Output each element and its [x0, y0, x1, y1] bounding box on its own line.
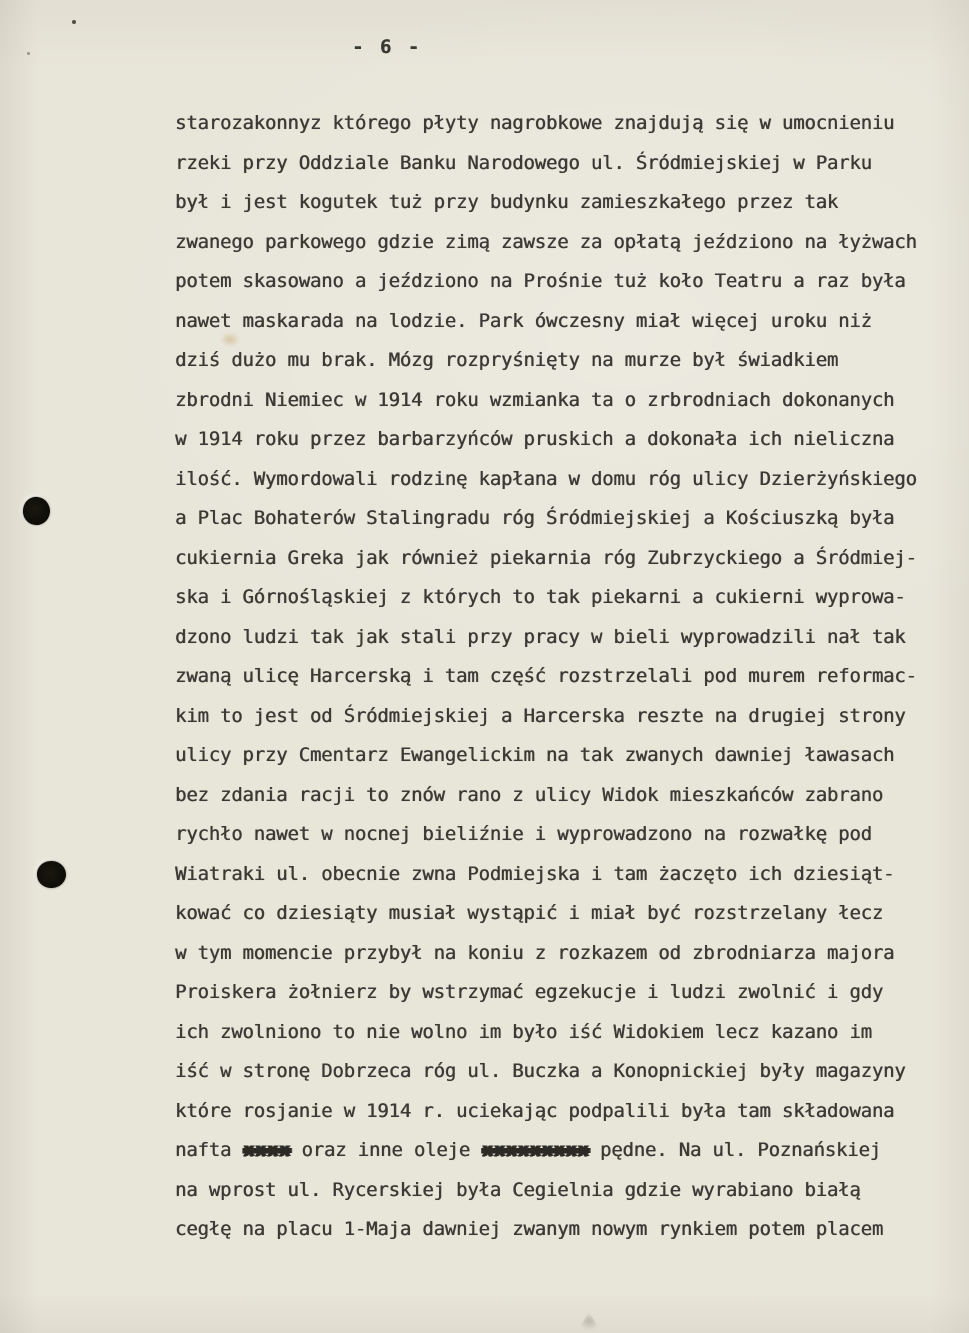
text-line: nawet maskarada na lodzie. Park ówczesny miał więcej uroku niż	[175, 309, 872, 332]
text-line: a Plac Bohaterów Stalingradu róg Śródmiejskiej a Kościuszką była	[175, 507, 895, 529]
text-line: w tym momencie przybył na koniu z rozkazem od zbrodniarza majora	[175, 941, 895, 964]
text-line: starozakonnyz którego płyty nagrobkowe znajdują się w umocnieniu	[175, 112, 895, 134]
struck-out-word: xxxxxxxxx	[481, 1139, 589, 1161]
text-line: które rosjanie w 1914 r. uciekając podpalili była tam składowana	[175, 1099, 895, 1122]
text-line: dziś dużo mu brak. Mózg rozpryśnięty na murze był świadkiem	[175, 349, 839, 371]
text-line: zwaną ulicę Harcerską i tam część rozstrzelali pod murem reformac-	[175, 665, 917, 687]
text-segment: pędne. Na ul. Poznańskiej	[588, 1139, 881, 1161]
text-line: rzeki przy Oddziale Banku Narodowego ul. Śródmiejskiej w Parku	[175, 151, 872, 174]
text-line: cukiernia Greka jak również piekarnia róg Zubrzyckiego a Śródmiej-	[175, 546, 917, 569]
page-number: - 6 -	[352, 36, 422, 58]
text-line: na wprost ul. Rycerskiej była Cegielnia gdzie wyrabiano białą	[175, 1178, 861, 1201]
text-line: kować co dziesiąty musiał wystąpić i miał być rozstrzelany łecz	[175, 902, 884, 924]
text-line: dzono ludzi tak jak stali przy pracy w bieli wyprowadzili nał tak	[175, 625, 906, 648]
text-line: ulicy przy Cmentarz Ewangelickim na tak zwanych dawniej ławasach	[175, 744, 895, 766]
paper-speck	[72, 20, 76, 24]
text-line: Wiatraki ul. obecnie zwna Podmiejska i tam żaczęto ich dziesiąt-	[175, 862, 895, 885]
text-line: cegłę na placu 1-Maja dawniej zwanym nowym rynkiem potem placem	[175, 1218, 884, 1240]
text-line: ilość. Wymordowali rodzinę kapłana w domu róg ulicy Dzierżyńskiego	[175, 467, 917, 490]
text-line: rychło nawet w nocnej bieliźnie i wyprowadzono na rozwałkę pod	[175, 823, 872, 845]
text-line: ska i Górnośląskiej z których to tak piekarni a cukierni wyprowa-	[175, 586, 906, 608]
hole-punch-bottom	[36, 860, 68, 890]
paper-smudge	[578, 1312, 600, 1330]
paper-stain	[220, 332, 240, 347]
text-line: potem skasowano a jeździono na Prośnie tuż koło Teatru a raz była	[175, 270, 906, 292]
text-line: był i jest kogutek tuż przy budynku zamieszkałego przez tak	[175, 191, 839, 213]
text-line: kim to jest od Śródmiejskiej a Harcerska reszte na drugiej strony	[175, 704, 906, 727]
text-line: zbrodni Niemiec w 1914 roku wzmianka ta o zrbrodniach dokonanych	[175, 388, 895, 411]
text-segment: nafta	[175, 1139, 243, 1161]
text-line: bez zdania racji to znów rano z ulicy Widok mieszkańców zabrano	[175, 783, 884, 806]
struck-out-word: xxxx	[242, 1139, 291, 1161]
text-line: iść w stronę Dobrzeca róg ul. Buczka a Konopnickiej były magazyny	[175, 1060, 906, 1082]
text-line: zwanego parkowego gdzie zimą zawsze za opłatą jeździono na łyżwach	[175, 230, 917, 253]
document-body	[175, 104, 955, 1250]
hole-punch-top	[21, 495, 52, 526]
text-segment: oraz inne oleje	[290, 1139, 482, 1161]
text-line: w 1914 roku przez barbarzyńców pruskich a dokonała ich nieliczna	[175, 428, 895, 450]
text-line: Proiskera żołnierz by wstrzymać egzekucje i ludzi zwolnić i gdy	[175, 981, 884, 1003]
text-line: ich zwolniono to nie wolno im było iść Widokiem lecz kazano im	[175, 1020, 872, 1043]
paper-speck	[27, 52, 30, 55]
text-line-with-strikeouts	[175, 1131, 955, 1171]
